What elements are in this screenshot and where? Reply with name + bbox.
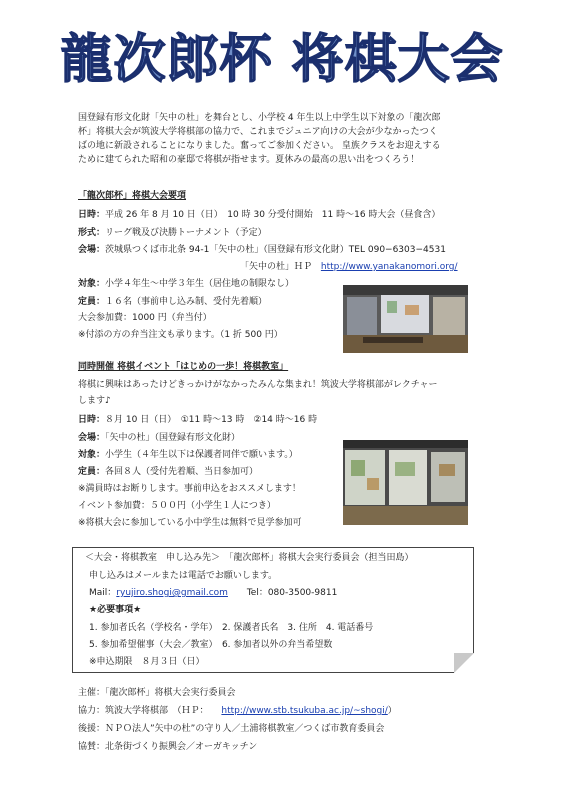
event-target-label: 対象：: [78, 450, 106, 460]
event-venue-label: 会場：: [78, 433, 106, 443]
room-photo-1-image: [343, 285, 468, 353]
intro-line: ばの地に新設されることになりました。奮ってご参加ください。 皇族クラスをお迎えする: [78, 141, 441, 151]
tournament-note: ※付添の方の弁当注文も承ります。（1 折 500 円）: [78, 330, 283, 340]
footer-sponsor: 協賛：北条街づくり振興会／オーガキッチン: [78, 742, 258, 752]
tournament-homepage: [240, 262, 458, 273]
event-venue: [78, 433, 240, 444]
application-instructions: 申し込みはメールまたは電話でお願いします。: [89, 571, 278, 581]
venue-value: 茨城県つくば市北条 94-1「矢中の杜」（国登録有形文化財）TEL 090−6303−4531: [105, 245, 446, 255]
format-value: リーグ戦及び決勝トーナメント（予定）: [105, 228, 267, 238]
footer-support: 後援：ＮＰＯ法人”矢中の杜”の守り人／土浦将棋教室／つくば市教育委員会: [78, 724, 385, 734]
capacity-label: 定員：: [78, 297, 106, 307]
tournament-fee: 大会参加費：1000 円（弁当付）: [78, 313, 212, 323]
event-description-cont: します♪: [78, 396, 111, 406]
event-date-value: ８月 10 日（日） ①11 時～13 時 ②14 時～16 時: [105, 415, 318, 425]
tournament-target: [78, 279, 294, 290]
date-label: 日時：: [78, 210, 106, 220]
tournament-date: [78, 210, 440, 221]
page-title: 龍次郎杯 将棋大会: [60, 29, 504, 90]
event-capacity-value: 各回８人（受付先着順、当日参加可）: [105, 467, 259, 477]
application-contact: [89, 588, 337, 599]
tournament-venue: [78, 245, 446, 256]
capacity-value: １６名（事前申し込み制、受付先着順）: [105, 297, 268, 307]
box-folded-corner: [454, 653, 474, 673]
intro-line: 杯」将棋大会が筑波大学将棋部の協力で、これまでジュニア向けの大会が少なかったつく: [78, 127, 438, 137]
event-venue-value: 「矢中の杜」（国登録有形文化財）: [105, 433, 241, 443]
hp-label: 「矢中の杜」ＨＰ: [240, 262, 313, 272]
tournament-capacity: [78, 297, 267, 308]
mail-link[interactable]: ryujiro.shogi@gmail.com: [116, 588, 228, 598]
mail-label: Mail：: [89, 588, 117, 598]
room-photo-2-image: [343, 440, 468, 525]
tournament-heading: 「龍次郎杯」将棋大会要項: [78, 191, 187, 201]
coop-label: 協力：筑波大学将棋部 （ＨＰ：: [78, 706, 209, 716]
required-items-heading: ★必要事項★: [89, 605, 142, 615]
application-deadline: ※申込期限 ８月３日（日）: [89, 657, 205, 667]
required-items-line-2: 5. 参加希望催事（大会／教室） 6. 参加者以外の弁当希望数: [89, 640, 333, 650]
event-note-free: ※将棋大会に参加している小中学生は無料で見学参加可: [78, 518, 302, 528]
intro-paragraph: [78, 111, 496, 167]
event-date-label: 日時：: [78, 415, 106, 425]
required-items-line-1: 1. 参加者氏名（学校名・学年） 2. 保護者氏名 3. 住所 4. 電話番号: [89, 623, 374, 633]
event-heading: 同時開催 将棋イベント「はじめの一歩！将棋教室」: [78, 362, 289, 372]
venue-label: 会場：: [78, 245, 106, 255]
tel-number: Tel：080-3500-9811: [246, 588, 338, 598]
application-header: ＜大会・将棋教室 申し込み先＞ 「龍次郎杯」将棋大会実行委員会（担当田島）: [85, 553, 414, 563]
intro-line: 国登録有形文化財「矢中の杜」を舞台とし、小学校 4 年生以上中学生以下対象の「龍次郎: [78, 113, 441, 123]
event-capacity-label: 定員：: [78, 467, 106, 477]
event-target: [78, 450, 298, 461]
coop-link[interactable]: http://www.stb.tsukuba.ac.jp/~shogi/: [221, 706, 388, 716]
format-label: 形式：: [78, 228, 106, 238]
event-capacity: [78, 467, 258, 478]
application-box: [72, 547, 474, 673]
target-value: 小学４年生～中学３年生（居住地の制限なし）: [105, 279, 295, 289]
event-date: [78, 415, 317, 426]
room-photo-1: [343, 285, 468, 353]
target-label: 対象：: [78, 279, 106, 289]
hp-link[interactable]: http://www.yanakanomori.org/: [320, 262, 458, 272]
event-target-value: 小学生（４年生以下は保護者同伴で願います。）: [105, 450, 298, 460]
event-fee: イベント参加費：５００円（小学生１人につき）: [78, 501, 276, 511]
footer-host: 主催：「龍次郎杯」将棋大会実行委員会: [78, 688, 236, 698]
coop-end: ）: [387, 706, 397, 716]
event-note: ※満員時はお断りします。事前申込をおススメします！: [78, 484, 301, 494]
event-description: 将棋に興味はあったけどきっかけがなかったみんな集まれ！筑波大学将棋部がレクチャー: [78, 380, 438, 390]
date-value: 平成 26 年 8 月 10 日（日） 10 時 30 分受付開始 11 時～16 時大会（昼食含）: [105, 210, 441, 220]
room-photo-2: [343, 440, 468, 525]
tournament-format: [78, 228, 267, 239]
footer-cooperation: [78, 706, 397, 717]
intro-line: ために建てられた昭和の豪邸で将棋が指せます。夏休みの最高の思い出をつくろう！: [78, 155, 420, 165]
